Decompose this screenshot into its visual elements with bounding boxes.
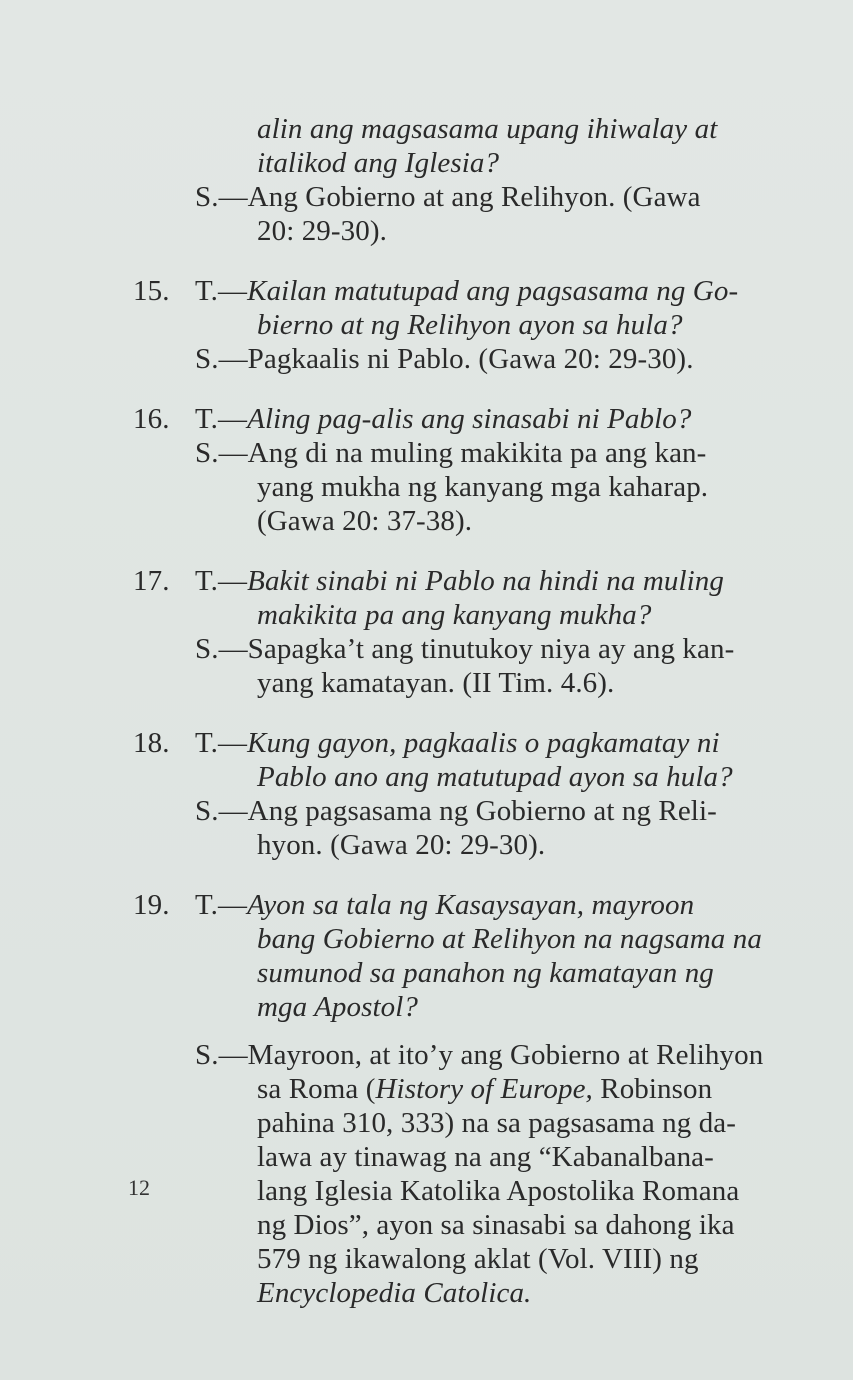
q19-answer-line-2: sa Roma (History of Europe, Robinson bbox=[257, 1073, 713, 1105]
q16-answer-line-2: yang mukha ng kanyang mga kaharap. bbox=[257, 471, 709, 503]
question-number: 17. bbox=[133, 565, 170, 597]
question-number: 19. bbox=[133, 889, 170, 921]
q14-answer-line-1: S.—Ang Gobierno at ang Relihyon. (Gawa bbox=[195, 181, 701, 213]
q19-answer-line-4: lawa ay tinawag na ang “Kabanalbana- bbox=[257, 1141, 714, 1173]
question-number: 18. bbox=[133, 727, 170, 759]
q17-question-line-2: makikita pa ang kanyang mukha? bbox=[257, 599, 652, 631]
q15-question-line-2: bierno at ng Relihyon ayon sa hula? bbox=[257, 309, 683, 341]
q19-answer-line-5: lang Iglesia Katolika Apostolika Romana bbox=[257, 1175, 740, 1207]
question-number: 15. bbox=[133, 275, 170, 307]
q18-answer-line-2: hyon. (Gawa 20: 29-30). bbox=[257, 829, 546, 861]
q15-answer-line-1: S.—Pagkaalis ni Pablo. (Gawa 20: 29-30). bbox=[195, 343, 694, 375]
q17-answer-line-2: yang kamatayan. (II Tim. 4.6). bbox=[257, 667, 615, 699]
q18-answer-line-1: S.—Ang pagsasama ng Gobierno at ng Reli- bbox=[195, 795, 717, 827]
q14-answer-line-2: 20: 29-30). bbox=[257, 215, 387, 247]
q19-answer-line-6: ng Dios”, ayon sa sinasabi sa dahong ika bbox=[257, 1209, 735, 1241]
qa-content bbox=[133, 112, 793, 1310]
q19-answer-line-1: S.—Mayroon, at ito’y ang Gobierno at Relihyon bbox=[195, 1039, 764, 1071]
q14-question-line-1: alin ang magsasama upang ihiwalay at bbox=[257, 113, 718, 145]
question-number: 16. bbox=[133, 403, 170, 435]
q14-question-line-2: italikod ang Iglesia? bbox=[257, 147, 500, 179]
q16-answer-line-1: S.—Ang di na muling makikita pa ang kan- bbox=[195, 437, 707, 469]
q18-question-line-1: 18. T.—Kung gayon, pagkaalis o pagkamatay ni bbox=[133, 727, 720, 759]
q19-answer-line-3: pahina 310, 333) na sa pagsasama ng da- bbox=[257, 1107, 737, 1139]
q16-question-line-1: 16. T.—Aling pag-alis ang sinasabi ni Pablo? bbox=[133, 403, 692, 435]
q19-question-line-1: 19. T.—Ayon sa tala ng Kasaysayan, mayroon bbox=[133, 889, 695, 921]
q19-question-line-2: bang Gobierno at Relihyon na nagsama na bbox=[257, 923, 762, 955]
q19-answer-line-7: 579 ng ikawalong aklat (Vol. VIII) ng bbox=[257, 1243, 699, 1275]
q19-question-line-3: sumunod sa panahon ng kamatayan ng bbox=[257, 957, 714, 989]
q17-question-line-1: 17. T.—Bakit sinabi ni Pablo na hindi na muling bbox=[133, 565, 724, 597]
q19-answer-line-8: Encyclopedia Catolica. bbox=[257, 1277, 532, 1309]
q18-question-line-2: Pablo ano ang matutupad ayon sa hula? bbox=[257, 761, 733, 793]
q19-question-line-4: mga Apostol? bbox=[257, 991, 418, 1023]
q15-question-line-1: 15. T.—Kailan matutupad ang pagsasama ng Go- bbox=[133, 275, 739, 307]
q16-answer-line-3: (Gawa 20: 37-38). bbox=[257, 505, 473, 537]
page-number: 12 bbox=[128, 1175, 150, 1200]
q17-answer-line-1: S.—Sapagka’t ang tinutukoy niya ay ang kan- bbox=[195, 633, 735, 665]
